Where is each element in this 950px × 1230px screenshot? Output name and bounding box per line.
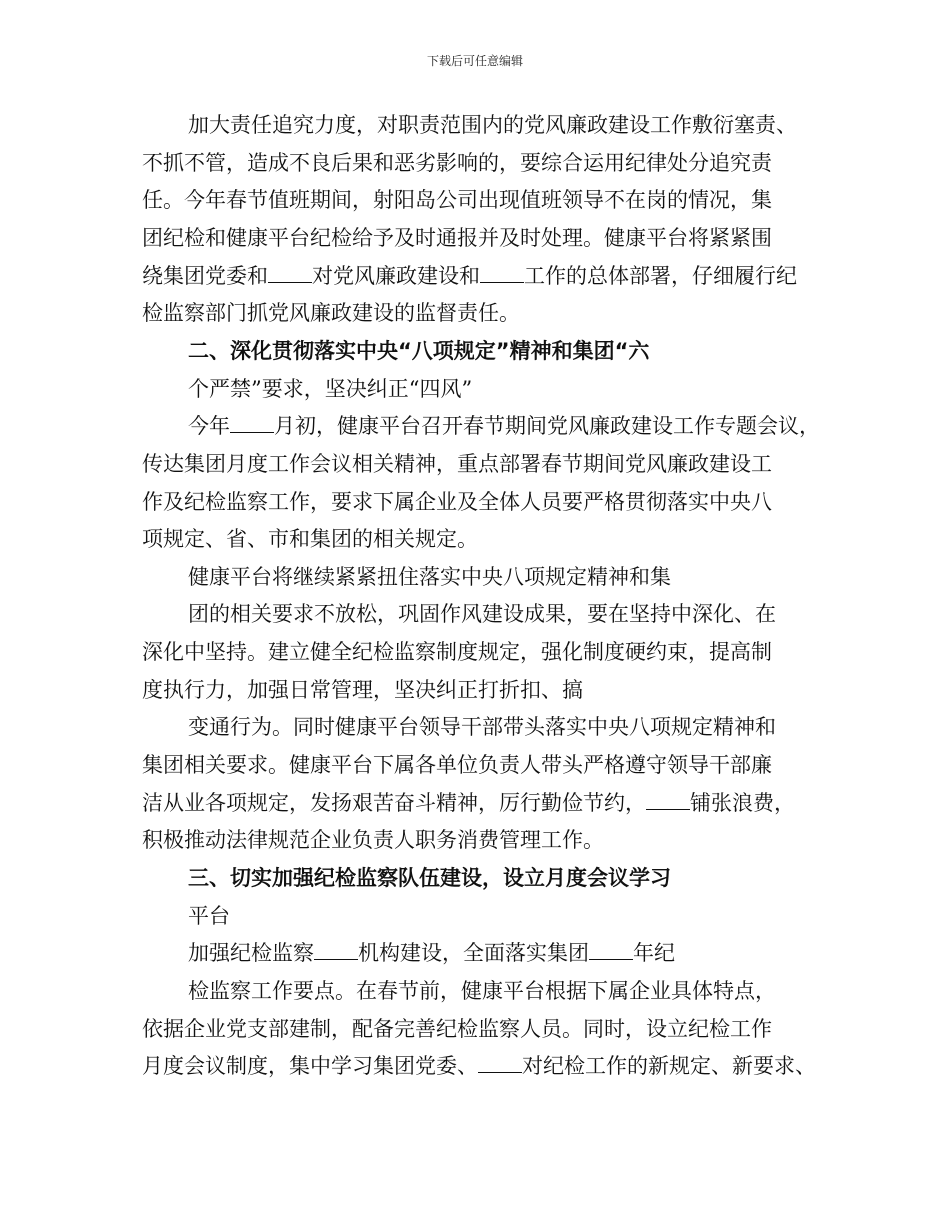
body-line	[0, 933, 950, 973]
fill-blank	[589, 937, 633, 960]
body-line	[0, 218, 950, 258]
fill-blank	[646, 787, 690, 810]
line-text: 加强纪检监察 机构建设，全面落实集团 年纪	[188, 933, 675, 973]
line-text: 月度会议制度，集中学习集团党委、 对纪检工作的新规定、新要求、	[142, 1046, 816, 1086]
body-line	[0, 293, 950, 333]
line-text: 平台	[188, 904, 230, 928]
fill-blank	[268, 260, 312, 283]
line-text: 今年 月初，健康平台召开春节期间党风廉政建设工作专题会议，	[188, 406, 820, 446]
line-text: 深化中坚持。建立健全纪检监察制度规定，强化制度硬约束，提高制	[142, 640, 772, 664]
body-line	[0, 482, 950, 522]
body-line	[0, 1009, 950, 1049]
fill-blank	[478, 1050, 522, 1073]
body-line	[0, 1046, 950, 1086]
body-line	[0, 557, 950, 597]
body-line	[0, 971, 950, 1011]
line-text: 不抓不管，造成不良后果和恶劣影响的，要综合运用纪律处分追究责	[142, 151, 772, 175]
page-header: 下载后可任意编辑	[426, 54, 523, 68]
body-line	[0, 632, 950, 672]
line-text: 洁从业各项规定，发扬艰苦奋斗精神，厉行勤俭节约， 铺张浪费，	[142, 783, 795, 823]
body-line	[0, 406, 950, 446]
line-text: 集团相关要求。健康平台下属各单位负责人带头严格遵守领导干部廉	[142, 753, 772, 777]
body-line	[0, 745, 950, 785]
body-line	[0, 444, 950, 484]
line-text: 依据企业党支部建制，配备完善纪检监察人员。同时，设立纪检工作	[142, 1017, 772, 1041]
line-text: 个严禁”要求，坚决纠正“四风”	[188, 377, 473, 401]
line-text: 检监察工作要点。在春节前，健康平台根据下属企业具体特点，	[188, 979, 776, 1003]
body-line	[0, 143, 950, 183]
line-text: 传达集团月度工作会议相关精神，重点部署春节期间党风廉政建设工	[142, 452, 772, 476]
heading-text: 三、切实加强纪检监察队伍建设，设立月度会议学习	[188, 866, 671, 890]
body-line	[0, 369, 950, 409]
body-line	[0, 820, 950, 860]
body-line	[0, 519, 950, 559]
body-line	[0, 670, 950, 710]
body-line	[0, 896, 950, 936]
body-line	[0, 783, 950, 823]
heading-text: 二、深化贯彻落实中央“八项规定”精神和集团“六	[188, 339, 650, 363]
line-text: 度执行力，加强日常管理，坚决纠正打折扣、搞	[142, 678, 583, 702]
line-text: 检监察部门抓党风廉政建设的监督责任。	[142, 301, 520, 325]
body-line	[0, 256, 950, 296]
fill-blank	[230, 410, 274, 433]
fill-blank	[314, 937, 358, 960]
body-line	[0, 594, 950, 634]
line-text: 团的相关要求不放松，巩固作风建设成果，要在坚持中深化、在	[188, 602, 776, 626]
body-line	[0, 105, 950, 145]
line-text: 加大责任追究力度，对职责范围内的党风廉政建设工作敷衍塞责、	[188, 113, 797, 137]
section-heading	[0, 331, 950, 371]
line-text: 健康平台将继续紧紧扭住落实中央八项规定精神和集	[188, 565, 671, 589]
line-text: 变通行为。同时健康平台领导干部带头落实中央八项规定精神和	[188, 715, 776, 739]
line-text: 绕集团党委和 对党风廉政建设和 工作的总体部署，仔细履行纪	[142, 256, 797, 296]
line-text: 任。今年春节值班期间，射阳岛公司出现值班领导不在岗的情况，集	[142, 188, 772, 212]
line-text: 积极推动法律规范企业负责人职务消费管理工作。	[142, 828, 604, 852]
line-text: 团纪检和健康平台纪检给予及时通报并及时处理。健康平台将紧紧围	[142, 226, 772, 250]
body-line	[0, 707, 950, 747]
body-line	[0, 180, 950, 220]
fill-blank	[480, 260, 524, 283]
line-text: 作及纪检监察工作，要求下属企业及全体人员要严格贯彻落实中央八	[142, 490, 772, 514]
line-text: 项规定、省、市和集团的相关规定。	[142, 527, 478, 551]
section-heading	[0, 858, 950, 898]
